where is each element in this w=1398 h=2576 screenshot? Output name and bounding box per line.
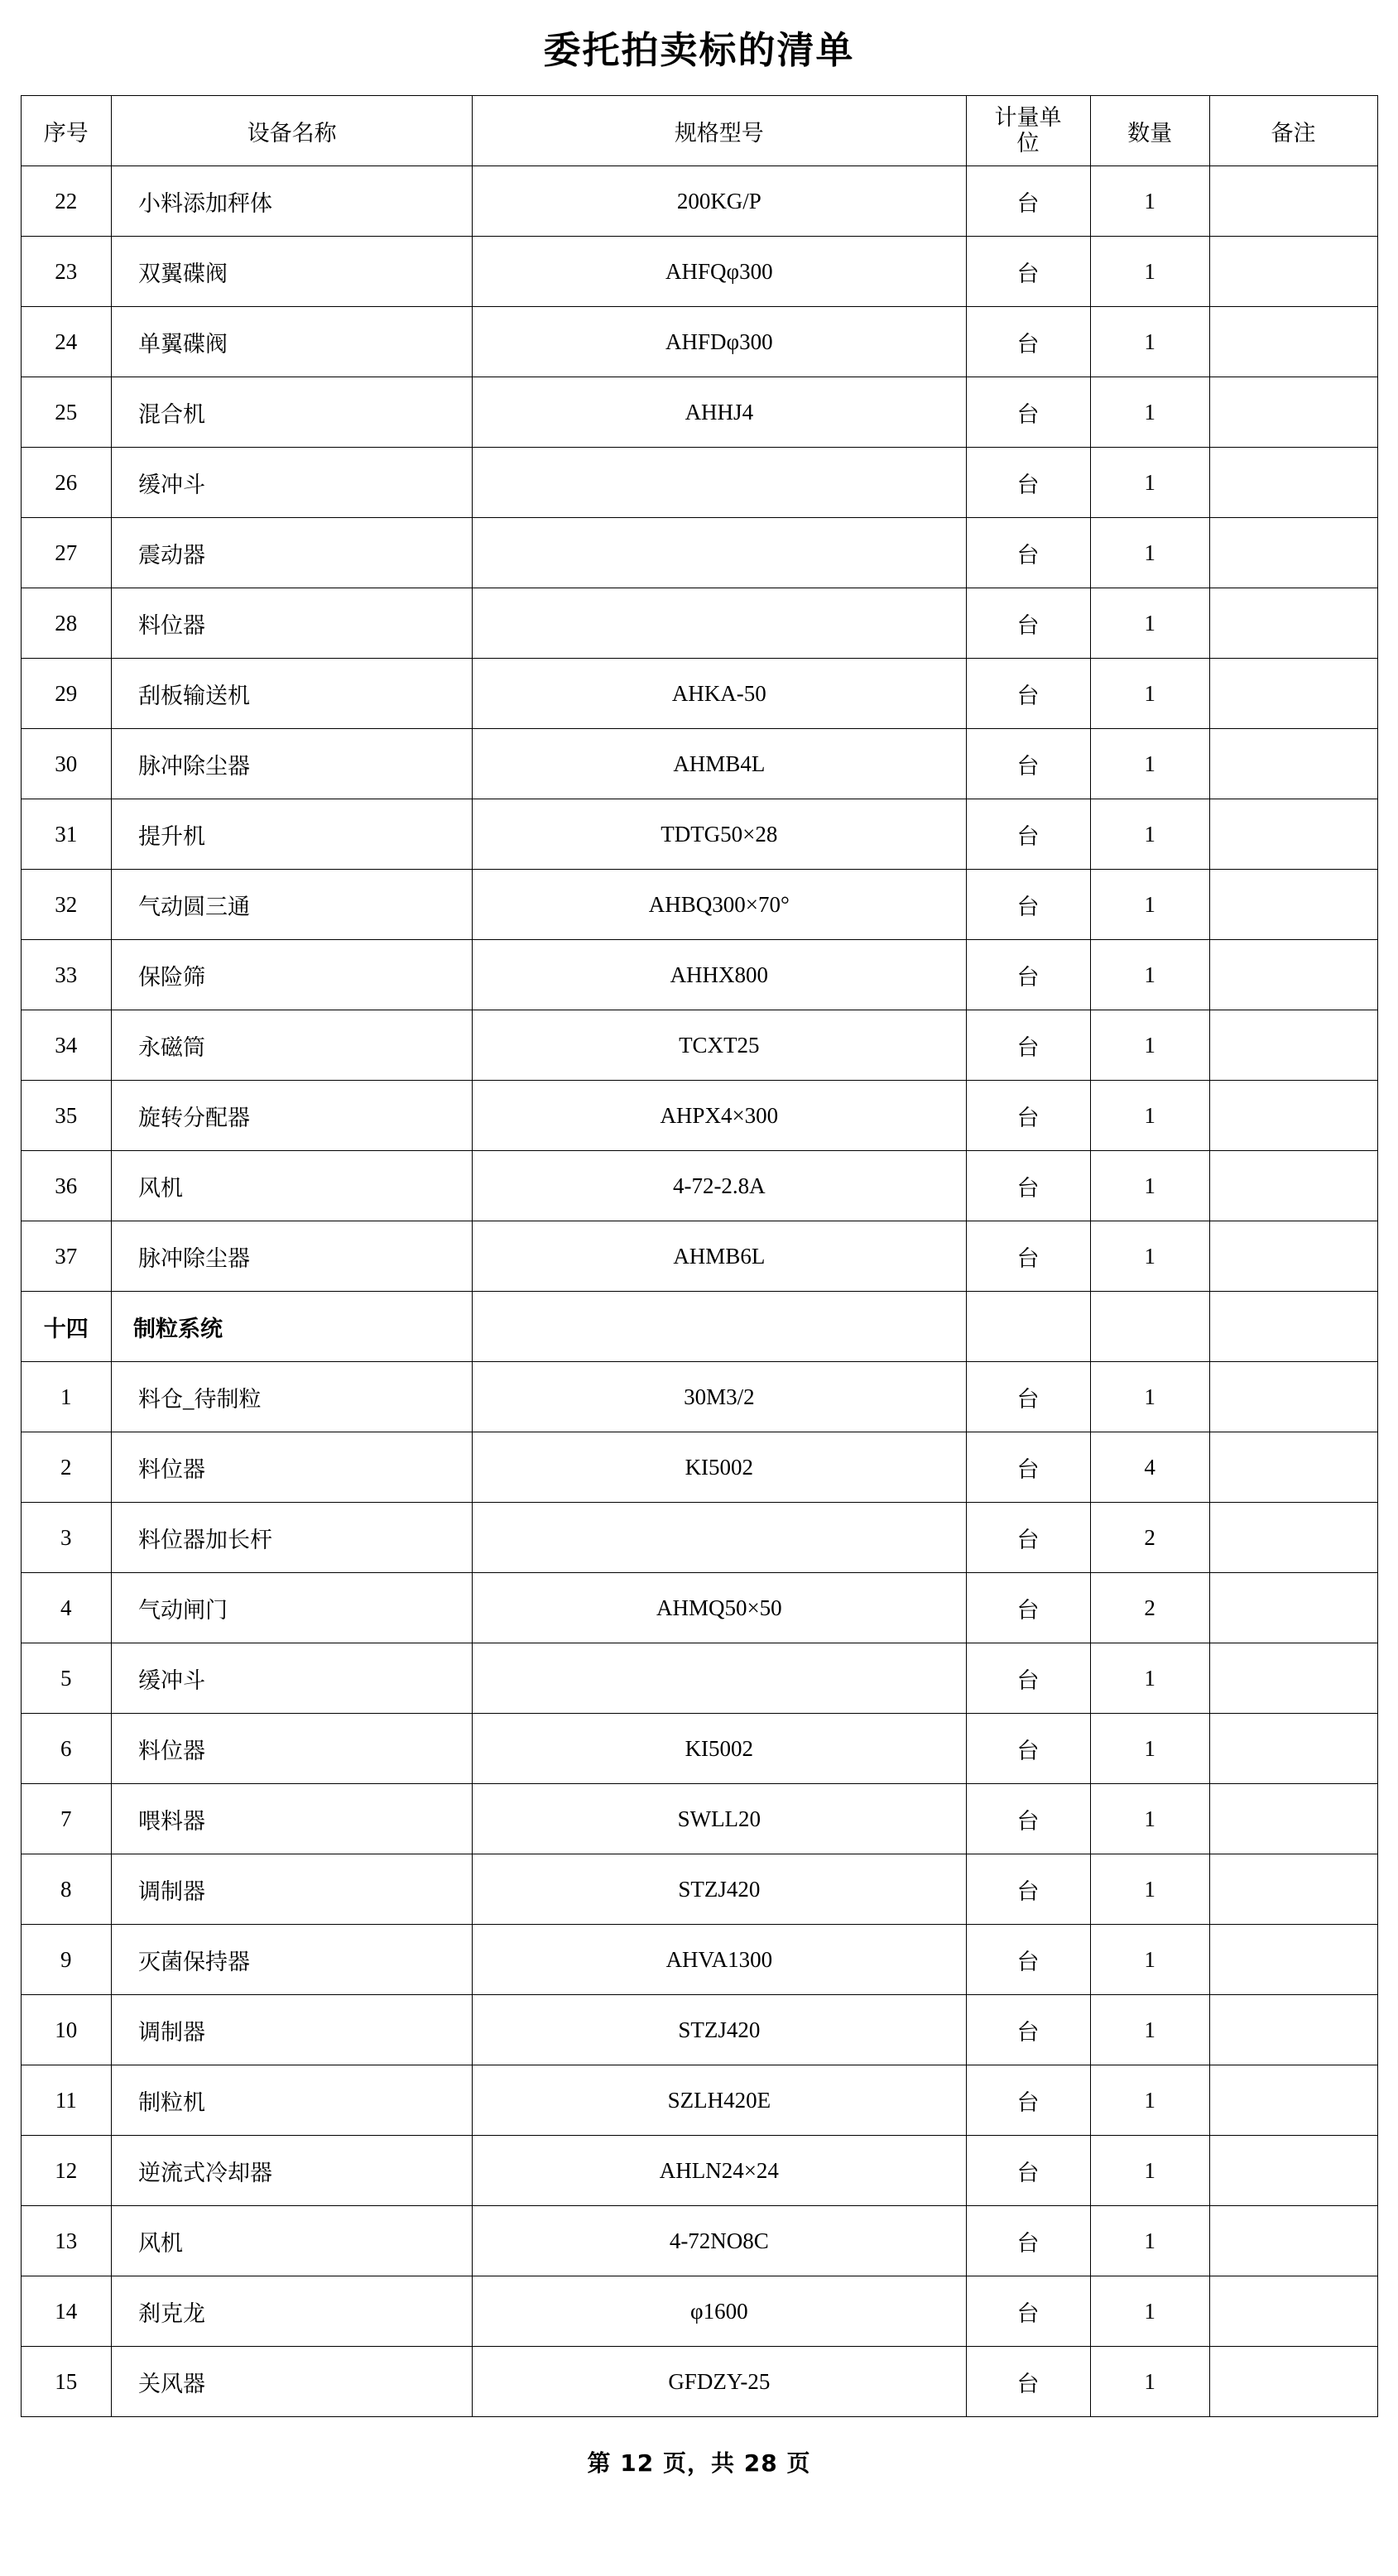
cell-no: 31	[21, 799, 112, 870]
table-row	[21, 1784, 1377, 1854]
cell-name: 灭菌保持器	[112, 1925, 473, 1995]
cell-note	[1209, 799, 1377, 870]
header-no: 序号	[21, 96, 112, 166]
cell-no: 11	[21, 2065, 112, 2136]
cell-unit: 台	[966, 518, 1090, 588]
cell-spec: 4-72-2.8A	[473, 1151, 966, 1221]
cell-name: 永磁筒	[112, 1010, 473, 1081]
cell-unit: 台	[966, 940, 1090, 1010]
cell-spec	[473, 518, 966, 588]
cell-name: 缓冲斗	[112, 1643, 473, 1714]
table-row	[21, 2276, 1377, 2347]
table-row	[21, 1643, 1377, 1714]
cell-note	[1209, 1221, 1377, 1292]
cell-name: 脉冲除尘器	[112, 1221, 473, 1292]
table-body	[21, 166, 1377, 2417]
table-row	[21, 448, 1377, 518]
cell-unit: 台	[966, 659, 1090, 729]
cell-name: 脉冲除尘器	[112, 729, 473, 799]
cell-spec: AHBQ300×70°	[473, 870, 966, 940]
cell-name: 风机	[112, 1151, 473, 1221]
table-row	[21, 2136, 1377, 2206]
cell-name: 震动器	[112, 518, 473, 588]
cell-qty: 1	[1090, 307, 1209, 377]
table-row	[21, 1854, 1377, 1925]
table-row	[21, 1362, 1377, 1432]
cell-name: 料位器	[112, 1714, 473, 1784]
cell-note	[1209, 2206, 1377, 2276]
cell-qty: 1	[1090, 1362, 1209, 1432]
table-row	[21, 588, 1377, 659]
cell-note	[1209, 1503, 1377, 1573]
cell-spec: AHFQφ300	[473, 237, 966, 307]
cell-qty: 1	[1090, 448, 1209, 518]
cell-qty: 2	[1090, 1573, 1209, 1643]
cell-name: 料仓_待制粒	[112, 1362, 473, 1432]
cell-qty: 1	[1090, 940, 1209, 1010]
cell-note	[1209, 870, 1377, 940]
header-qty: 数量	[1090, 96, 1209, 166]
cell-no: 24	[21, 307, 112, 377]
cell-spec	[473, 1292, 966, 1362]
cell-unit: 台	[966, 729, 1090, 799]
table-row	[21, 729, 1377, 799]
cell-unit: 台	[966, 1081, 1090, 1151]
cell-spec: AHHJ4	[473, 377, 966, 448]
cell-unit: 台	[966, 1995, 1090, 2065]
cell-spec: AHHX800	[473, 940, 966, 1010]
table-row	[21, 2347, 1377, 2417]
cell-no: 27	[21, 518, 112, 588]
cell-unit	[966, 1292, 1090, 1362]
cell-qty	[1090, 1292, 1209, 1362]
cell-no: 9	[21, 1925, 112, 1995]
header-unit-line1: 计量单	[994, 104, 1062, 130]
cell-qty: 1	[1090, 1081, 1209, 1151]
cell-no: 1	[21, 1362, 112, 1432]
cell-note	[1209, 729, 1377, 799]
cell-qty: 1	[1090, 2206, 1209, 2276]
table-row	[21, 1503, 1377, 1573]
cell-spec: AHMB6L	[473, 1221, 966, 1292]
cell-name: 调制器	[112, 1995, 473, 2065]
cell-qty: 1	[1090, 518, 1209, 588]
cell-qty: 1	[1090, 1854, 1209, 1925]
cell-spec: AHFDφ300	[473, 307, 966, 377]
cell-name: 旋转分配器	[112, 1081, 473, 1151]
cell-qty: 1	[1090, 729, 1209, 799]
cell-unit: 台	[966, 1643, 1090, 1714]
cell-qty: 1	[1090, 2347, 1209, 2417]
cell-note	[1209, 2065, 1377, 2136]
equipment-list-table	[21, 95, 1378, 2417]
table-row	[21, 1081, 1377, 1151]
cell-qty: 1	[1090, 1221, 1209, 1292]
cell-note	[1209, 166, 1377, 237]
cell-qty: 1	[1090, 1925, 1209, 1995]
cell-note	[1209, 2347, 1377, 2417]
cell-no: 29	[21, 659, 112, 729]
cell-no: 13	[21, 2206, 112, 2276]
cell-spec: KI5002	[473, 1714, 966, 1784]
cell-spec: 200KG/P	[473, 166, 966, 237]
table-row	[21, 1925, 1377, 1995]
cell-name: 刹克龙	[112, 2276, 473, 2347]
cell-no: 37	[21, 1221, 112, 1292]
table-row	[21, 237, 1377, 307]
cell-qty: 2	[1090, 1503, 1209, 1573]
cell-name: 提升机	[112, 799, 473, 870]
table-row	[21, 1010, 1377, 1081]
cell-unit: 台	[966, 2136, 1090, 2206]
cell-spec: 4-72NO8C	[473, 2206, 966, 2276]
cell-spec: SWLL20	[473, 1784, 966, 1854]
cell-note	[1209, 659, 1377, 729]
cell-no: 3	[21, 1503, 112, 1573]
cell-name: 逆流式冷却器	[112, 2136, 473, 2206]
cell-no: 28	[21, 588, 112, 659]
cell-name: 保险筛	[112, 940, 473, 1010]
cell-spec	[473, 1503, 966, 1573]
cell-qty: 1	[1090, 799, 1209, 870]
cell-note	[1209, 377, 1377, 448]
cell-unit: 台	[966, 1362, 1090, 1432]
table-row	[21, 166, 1377, 237]
cell-spec	[473, 448, 966, 518]
table-row	[21, 1995, 1377, 2065]
table-header-row	[21, 96, 1377, 166]
cell-name: 调制器	[112, 1854, 473, 1925]
table-row	[21, 377, 1377, 448]
cell-name: 制粒系统	[112, 1292, 473, 1362]
cell-note	[1209, 1714, 1377, 1784]
cell-name: 料位器	[112, 588, 473, 659]
cell-note	[1209, 1362, 1377, 1432]
cell-qty: 4	[1090, 1432, 1209, 1503]
cell-spec: SZLH420E	[473, 2065, 966, 2136]
cell-spec: TDTG50×28	[473, 799, 966, 870]
page-title: 委托拍卖标的清单	[543, 28, 855, 72]
cell-qty: 1	[1090, 166, 1209, 237]
cell-no: 7	[21, 1784, 112, 1854]
cell-note	[1209, 1784, 1377, 1854]
cell-note	[1209, 1081, 1377, 1151]
cell-name: 关风器	[112, 2347, 473, 2417]
cell-spec	[473, 1643, 966, 1714]
table-row	[21, 1151, 1377, 1221]
cell-unit: 台	[966, 1151, 1090, 1221]
header-spec: 规格型号	[473, 96, 966, 166]
cell-note	[1209, 1010, 1377, 1081]
table-row	[21, 870, 1377, 940]
cell-unit: 台	[966, 588, 1090, 659]
cell-unit: 台	[966, 1784, 1090, 1854]
cell-note	[1209, 1573, 1377, 1643]
table-row	[21, 307, 1377, 377]
page-footer: 第 12 页，共 28 页	[587, 2449, 811, 2477]
cell-note	[1209, 2276, 1377, 2347]
cell-note	[1209, 588, 1377, 659]
cell-no: 14	[21, 2276, 112, 2347]
cell-spec: TCXT25	[473, 1010, 966, 1081]
cell-note	[1209, 1643, 1377, 1714]
cell-qty: 1	[1090, 1151, 1209, 1221]
cell-no: 2	[21, 1432, 112, 1503]
cell-note	[1209, 1432, 1377, 1503]
cell-note	[1209, 1995, 1377, 2065]
table-row	[21, 2065, 1377, 2136]
cell-name: 缓冲斗	[112, 448, 473, 518]
cell-unit: 台	[966, 1010, 1090, 1081]
table-row	[21, 1432, 1377, 1503]
cell-no: 22	[21, 166, 112, 237]
cell-unit: 台	[966, 2065, 1090, 2136]
cell-spec: AHMQ50×50	[473, 1573, 966, 1643]
table-row	[21, 1221, 1377, 1292]
cell-spec: STZJ420	[473, 1995, 966, 2065]
cell-spec: KI5002	[473, 1432, 966, 1503]
header-unit-line2: 位	[1016, 131, 1040, 156]
cell-qty: 1	[1090, 1714, 1209, 1784]
cell-name: 气动圆三通	[112, 870, 473, 940]
cell-unit: 台	[966, 1925, 1090, 1995]
cell-note	[1209, 940, 1377, 1010]
cell-no: 30	[21, 729, 112, 799]
cell-qty: 1	[1090, 2276, 1209, 2347]
cell-name: 料位器	[112, 1432, 473, 1503]
cell-no: 35	[21, 1081, 112, 1151]
cell-unit: 台	[966, 1854, 1090, 1925]
cell-note	[1209, 307, 1377, 377]
table-row	[21, 1573, 1377, 1643]
header-unit	[966, 96, 1090, 166]
cell-name: 双翼碟阀	[112, 237, 473, 307]
cell-no: 5	[21, 1643, 112, 1714]
cell-no: 23	[21, 237, 112, 307]
cell-no: 25	[21, 377, 112, 448]
cell-spec: φ1600	[473, 2276, 966, 2347]
cell-unit: 台	[966, 870, 1090, 940]
cell-spec	[473, 588, 966, 659]
table-row	[21, 2206, 1377, 2276]
cell-qty: 1	[1090, 2065, 1209, 2136]
table-row	[21, 940, 1377, 1010]
cell-unit: 台	[966, 1573, 1090, 1643]
cell-spec: AHMB4L	[473, 729, 966, 799]
cell-spec: AHPX4×300	[473, 1081, 966, 1151]
table-row	[21, 799, 1377, 870]
cell-no: 8	[21, 1854, 112, 1925]
cell-unit: 台	[966, 166, 1090, 237]
cell-name: 气动闸门	[112, 1573, 473, 1643]
cell-spec: AHVA1300	[473, 1925, 966, 1995]
cell-no: 34	[21, 1010, 112, 1081]
cell-qty: 1	[1090, 2136, 1209, 2206]
cell-note	[1209, 1151, 1377, 1221]
cell-no: 36	[21, 1151, 112, 1221]
cell-no: 15	[21, 2347, 112, 2417]
cell-note	[1209, 1292, 1377, 1362]
cell-spec: AHLN24×24	[473, 2136, 966, 2206]
cell-qty: 1	[1090, 237, 1209, 307]
cell-no: 十四	[21, 1292, 112, 1362]
cell-note	[1209, 2136, 1377, 2206]
cell-no: 4	[21, 1573, 112, 1643]
table-row	[21, 659, 1377, 729]
cell-note	[1209, 448, 1377, 518]
cell-no: 10	[21, 1995, 112, 2065]
cell-no: 26	[21, 448, 112, 518]
table-row	[21, 1714, 1377, 1784]
cell-spec: STZJ420	[473, 1854, 966, 1925]
cell-qty: 1	[1090, 1784, 1209, 1854]
cell-unit: 台	[966, 1714, 1090, 1784]
cell-qty: 1	[1090, 377, 1209, 448]
cell-unit: 台	[966, 1432, 1090, 1503]
cell-name: 小料添加秤体	[112, 166, 473, 237]
cell-no: 32	[21, 870, 112, 940]
cell-name: 单翼碟阀	[112, 307, 473, 377]
cell-qty: 1	[1090, 1010, 1209, 1081]
cell-qty: 1	[1090, 870, 1209, 940]
cell-qty: 1	[1090, 1995, 1209, 2065]
cell-qty: 1	[1090, 659, 1209, 729]
cell-unit: 台	[966, 2206, 1090, 2276]
cell-unit: 台	[966, 1503, 1090, 1573]
cell-qty: 1	[1090, 588, 1209, 659]
cell-no: 33	[21, 940, 112, 1010]
cell-note	[1209, 518, 1377, 588]
cell-unit: 台	[966, 377, 1090, 448]
cell-name: 制粒机	[112, 2065, 473, 2136]
cell-spec: GFDZY-25	[473, 2347, 966, 2417]
cell-unit: 台	[966, 237, 1090, 307]
header-note: 备注	[1209, 96, 1377, 166]
cell-spec: AHKA-50	[473, 659, 966, 729]
cell-unit: 台	[966, 799, 1090, 870]
cell-name: 喂料器	[112, 1784, 473, 1854]
cell-note	[1209, 1854, 1377, 1925]
cell-unit: 台	[966, 307, 1090, 377]
cell-unit: 台	[966, 2347, 1090, 2417]
table-row	[21, 518, 1377, 588]
cell-unit: 台	[966, 448, 1090, 518]
cell-name: 刮板输送机	[112, 659, 473, 729]
cell-name: 风机	[112, 2206, 473, 2276]
cell-qty: 1	[1090, 1643, 1209, 1714]
cell-name: 混合机	[112, 377, 473, 448]
cell-note	[1209, 1925, 1377, 1995]
header-name: 设备名称	[112, 96, 473, 166]
cell-name: 料位器加长杆	[112, 1503, 473, 1573]
table-section-row	[21, 1292, 1377, 1362]
cell-spec: 30M3/2	[473, 1362, 966, 1432]
cell-unit: 台	[966, 2276, 1090, 2347]
cell-no: 6	[21, 1714, 112, 1784]
table-header	[21, 96, 1377, 166]
cell-note	[1209, 237, 1377, 307]
cell-unit: 台	[966, 1221, 1090, 1292]
cell-no: 12	[21, 2136, 112, 2206]
